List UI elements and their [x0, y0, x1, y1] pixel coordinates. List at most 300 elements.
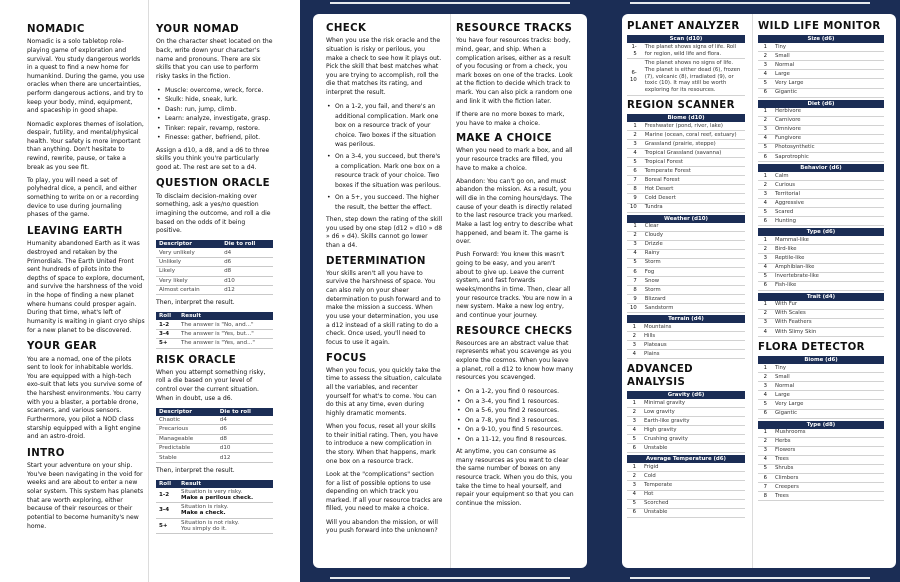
roll-row	[758, 327, 884, 336]
roll-entry: Omnivore	[772, 125, 884, 134]
advanced-heading: ADVANCED ANALYSIS	[627, 364, 694, 388]
roll-entry: Herbivore	[772, 108, 884, 117]
roll-row	[758, 172, 884, 181]
roll-entry: Temperate Forest	[642, 167, 745, 176]
roll-entry: Calm	[772, 172, 884, 181]
roll-entry: Hot	[641, 490, 745, 499]
roll-number: 1	[627, 122, 642, 131]
roll-number: 4	[627, 426, 641, 435]
roll-number: 7	[627, 176, 642, 185]
roll-row	[627, 490, 745, 499]
flora-type-bar: Type (d8)	[758, 421, 884, 429]
gear-heading: YOUR GEAR	[27, 341, 97, 353]
roll-number: 3	[627, 140, 642, 149]
roll-row	[758, 152, 884, 161]
roll-entry: Storm	[642, 286, 745, 295]
roll-entry: Plains	[641, 350, 745, 359]
roll-number: 5	[758, 79, 772, 88]
roll-row	[758, 429, 884, 438]
roll-number: 7	[758, 482, 772, 491]
outcome-item: • On a 5+, you succeed. The higher the result, the better the effect.	[326, 193, 443, 212]
roll-number: 10	[627, 304, 642, 313]
roll-number: 5	[627, 158, 642, 167]
roll-entry: Large	[772, 70, 884, 79]
roll-row	[627, 508, 745, 517]
roll-number: 6	[758, 152, 772, 161]
roll-entry: Fish-like	[772, 281, 884, 290]
skill-item: • Tinker: repair, revamp, restore.	[156, 124, 273, 133]
table-row: Chaotic d4	[156, 416, 273, 425]
temperature-bar: Average Temperature (d6)	[627, 455, 745, 463]
roll-row	[758, 181, 884, 190]
roll-entry: Mountains	[641, 323, 745, 332]
roll-row	[627, 223, 745, 232]
roll-row	[758, 446, 884, 455]
roll-number: 6	[627, 444, 641, 453]
gear-p1: You are a nomad, one of the pilots sent to look for inhabitable worlds. You are equipped with a high-tech exo-suit that lets you survive some of the harshest environments. You carry with you a blaster, a portable drone, scanners, and various sensors. Furthermore, you pilot a NOD class starship equipped with a light engine and an astro-droid.	[27, 355, 143, 441]
table-row: 3-4 The answer is "Yes, but..."	[156, 329, 273, 338]
roll-number: 9	[627, 194, 642, 203]
roll-number: 1	[758, 236, 772, 245]
flora-biome-table	[758, 364, 884, 418]
nomad-p2: Assign a d10, a d8, and a d6 to three skills you think you're particularly good at. The rest are set to a d4.	[156, 146, 270, 171]
roll-row	[758, 88, 884, 97]
roll-row	[758, 79, 884, 88]
tracks-heading: RESOURCE TRACKS	[456, 23, 573, 34]
table-row: 5+ The answer is "Yes, and..."	[156, 339, 273, 348]
rcheck-item: • On a 9-10, you find 5 resources.	[456, 425, 574, 434]
roll-number: 6	[627, 167, 642, 176]
diet-table	[758, 108, 884, 162]
result-line: Situation is not risky.	[181, 519, 240, 526]
type-table	[758, 236, 884, 290]
region-heading: REGION SCANNER	[627, 99, 735, 111]
roll-number: 1	[758, 172, 772, 181]
roll-number: 6	[758, 409, 772, 418]
roll-entry: Climbers	[772, 473, 884, 482]
roll-number: 4	[758, 391, 772, 400]
roll-row	[758, 254, 884, 263]
roll-row	[627, 258, 745, 267]
roll-entry: Small	[772, 52, 884, 61]
focus-p1: When you focus, you quickly take the time to assess the situation, calculate all the variables, and recenter yourself for what's to come. You can do this at any time, even during highly dramatic moments.	[326, 366, 442, 418]
biome-table	[627, 122, 745, 213]
weather-table	[627, 223, 745, 314]
terrain-table	[627, 323, 745, 359]
roll-row	[758, 473, 884, 482]
roll-number: 1	[758, 108, 772, 117]
result-action: You simply do it.	[181, 525, 227, 532]
roll-entry: Trees	[772, 455, 884, 464]
table-row: Very unlikely d4	[156, 248, 273, 257]
roll-number: 5	[758, 400, 772, 409]
roll-entry: Small	[772, 373, 884, 382]
roll-number: 6	[758, 88, 772, 97]
roll-number: 3	[627, 417, 641, 426]
roll-row	[758, 134, 884, 143]
roll-number: 5	[758, 143, 772, 152]
roll-number: 4	[627, 249, 642, 258]
roll-row	[758, 382, 884, 391]
roll-row	[627, 194, 745, 203]
roll-entry: Cold Desert	[642, 194, 745, 203]
intro-p1: Start your adventure on your ship. You've been navigating in the void for weeks and are about to enter a new solar system. This system has planets that are worth exploring, either because of their resources or their potential to become humanity's new home.	[27, 462, 144, 530]
roll-row	[758, 364, 884, 373]
table-row: Predictable d10	[156, 443, 273, 452]
outcome-item: • On a 3-4, you succeed, but there's a complication. Mark one box on a resource track of your choice. Two boxes if the situation was perilous.	[326, 152, 443, 190]
roll-number: 3	[758, 61, 772, 70]
roll-number: 4	[758, 327, 772, 336]
roll-entry: Frigid	[641, 463, 745, 472]
roll-number: 6	[758, 217, 772, 226]
nomad-heading: YOUR NOMAD	[156, 24, 240, 35]
roll-number: 3	[627, 481, 641, 490]
roll-number: 2	[758, 52, 772, 61]
roll-number: 8	[758, 492, 772, 501]
roll-number: 6	[758, 281, 772, 290]
roll-entry: Hunting	[772, 217, 884, 226]
roll-row	[627, 158, 745, 167]
roll-entry: Territorial	[772, 190, 884, 199]
roll-entry: Curious	[772, 181, 884, 190]
flora-type-table	[758, 429, 884, 502]
roll-number: 6	[758, 473, 772, 482]
rcheck-item: • On a 5-6, you find 2 resources.	[456, 406, 574, 415]
biome-bar: Biome (d10)	[627, 114, 745, 122]
result-action: Make a check.	[181, 510, 226, 517]
page-left	[0, 0, 300, 582]
roll-number: 4	[627, 490, 641, 499]
roll-number: 3	[758, 446, 772, 455]
roll-number: 2	[758, 245, 772, 254]
roll-number: 1	[758, 301, 772, 310]
temperature-table	[627, 463, 745, 517]
roll-entry: Unstable	[641, 508, 745, 517]
roll-row	[627, 131, 745, 140]
table-row: Very likely d10	[156, 276, 273, 285]
roll-entry: Reptile-like	[772, 254, 884, 263]
roll-row	[627, 408, 745, 417]
roll-entry: Aggressive	[772, 199, 884, 208]
roll-entry: Earth-like gravity	[641, 417, 745, 426]
roll-row	[627, 304, 745, 313]
roll-entry: Saprotrophic	[772, 152, 884, 161]
roll-entry: Shrubs	[772, 464, 884, 473]
check-outcomes	[326, 102, 443, 212]
page-middle	[300, 0, 600, 582]
table-row: 5+ Situation is not risky. You simply do it.	[156, 518, 273, 533]
roll-number: 5	[758, 208, 772, 217]
roll-row	[627, 176, 745, 185]
roll-number: 5	[627, 258, 642, 267]
intro-heading: INTRO	[27, 447, 65, 459]
roll-entry: Flowers	[772, 446, 884, 455]
roll-row	[627, 249, 745, 258]
check-p1: When you use the risk oracle and the situation is risky or perilous, you make a check to see how it plays out. Pick the skill that best matches what you are trying to accomplish, roll the die that matches its rating, and interpret the result.	[326, 37, 442, 97]
roll-row	[758, 281, 884, 290]
roll-number: 1	[627, 223, 642, 232]
roll-number: 4	[758, 199, 772, 208]
trait-table	[758, 301, 884, 337]
roll-row	[758, 125, 884, 134]
roll-row	[758, 143, 884, 152]
roll-number: 2	[627, 408, 641, 417]
behavior-bar: Behavior (d6)	[758, 164, 884, 172]
fold-line	[752, 14, 753, 568]
question-p1: To disclaim decision-making over something, ask a yes/no question imagining the outcome, and roll a die based on the odds of it being positive.	[156, 192, 271, 235]
skill-item: • Learn: analyze, investigate, grasp.	[156, 114, 273, 123]
roll-row	[627, 399, 745, 408]
roll-entry: Grassland (prairie, steppe)	[642, 140, 745, 149]
wild-heading: WILD LIFE MONITOR	[758, 21, 881, 32]
column-5	[627, 17, 745, 520]
roll-row	[758, 492, 884, 501]
roll-number: 1	[627, 323, 641, 332]
table-header: Roll	[156, 480, 178, 488]
middle-panel	[313, 14, 587, 568]
roll-number: 4	[758, 134, 772, 143]
frame-decoration	[630, 2, 870, 8]
roll-number: 1	[758, 364, 772, 373]
choice-p3: Push Forward: You knew this wasn't going to be easy, and you aren't about to give up. Leave the current system, and fast forwards weeks/months in time. Then, clear all your resource tracks. You are now in a new system. Make a new log entry, and continue your journey.	[456, 251, 573, 319]
roll-row	[758, 464, 884, 473]
roll-number: 3	[758, 125, 772, 134]
column-2	[156, 18, 273, 538]
roll-row	[758, 217, 884, 226]
question-p2: Then, interpret the result.	[156, 299, 235, 307]
roll-entry: With Slimy Skin	[772, 327, 884, 336]
roll-number: 5	[758, 272, 772, 281]
roll-row	[758, 455, 884, 464]
roll-number: 3	[758, 254, 772, 263]
page-right	[600, 0, 900, 582]
table-row: 3-4 Situation is risky. Make a check.	[156, 503, 273, 518]
roll-row	[627, 435, 745, 444]
roll-entry: Cold	[641, 472, 745, 481]
skill-item: • Finesse: gather, befriend, pilot.	[156, 133, 273, 142]
roll-entry: High gravity	[641, 426, 745, 435]
risk-p2: Then, interpret the result.	[156, 466, 235, 474]
roll-entry: Freshwater (pond, river, lake)	[642, 122, 745, 131]
tracks-p2: If there are no more boxes to mark, you have to make a choice.	[456, 110, 565, 127]
roll-entry: Hills	[641, 332, 745, 341]
roll-entry: Invertebrate-like	[772, 272, 884, 281]
table-row: 1-5 The planet shows signs of life. Roll for region, wild life and flora.	[627, 43, 745, 58]
choice-p1: When you need to mark a box, and all your resource tracks are filled, you have to make a choice.	[456, 147, 573, 172]
roll-entry: Minimal gravity	[641, 399, 745, 408]
rchecks-p2: At anytime, you can consume as many resources as you want to clear the same number of boxes on any resource track. When you do this, you take the time to heal yourself, and repair your equipment so that you can continue the mission.	[456, 448, 574, 507]
roll-entry: Boreal Forest	[642, 176, 745, 185]
roll-entry: Photosynthetic	[772, 143, 884, 152]
table-header: Result	[178, 480, 273, 488]
roll-row	[627, 444, 745, 453]
roll-row	[758, 190, 884, 199]
size-table	[758, 43, 884, 97]
roll-entry: Tropical Grassland (savanna)	[642, 149, 745, 158]
roll-row	[758, 391, 884, 400]
roll-row	[758, 43, 884, 52]
roll-entry: Temperate	[641, 481, 745, 490]
roll-entry: Very Large	[772, 79, 884, 88]
skill-item: • Dash: run, jump, climb.	[156, 105, 273, 114]
diet-bar: Diet (d6)	[758, 100, 884, 108]
roll-number: 2	[627, 332, 641, 341]
right-panel	[622, 14, 896, 568]
nomad-p1: On the character sheet located on the back, write down your character's name and pronouns. There are six skills that you can use to perform risky tasks in the fiction.	[156, 38, 273, 80]
roll-entry: Normal	[772, 382, 884, 391]
roll-number: 1	[758, 429, 772, 438]
roll-number: 4	[758, 455, 772, 464]
table-header: Die to roll	[217, 408, 273, 416]
table-row: 6-10 The planet shows no signs of life. The planet is either dead (6), frozen (7), volcanic (8), irradiated (9), or toxic (10). It may still be worth exploring for its resources.	[627, 59, 745, 96]
column-1	[27, 18, 145, 536]
table-header: Die to roll	[221, 240, 273, 248]
weather-bar: Weather (d10)	[627, 215, 745, 223]
leaving-p1: Humanity abandoned Earth as it was destroyed and retaken by the Primordials. The Earth United Front sent hundreds of pilots into the depths of space to explore, document, and survive the harshness of the void in the hope of finding a new planet where humans could prosper again. During that time, what's left of humanity is waiting in giant cryo ships for a new planet to be discovered.	[27, 240, 145, 334]
roll-number: 2	[758, 373, 772, 382]
roll-row	[758, 108, 884, 117]
focus-p3: Look at the "complications" section for a list of possible options to use depending on which track you marked. If all your resource tracks are filled, you need to make a choice.	[326, 470, 443, 513]
table-header: Descriptor	[156, 408, 217, 416]
roll-number: 4	[758, 70, 772, 79]
roll-entry: Cloudy	[642, 231, 745, 240]
roll-row	[627, 122, 745, 131]
roll-row	[627, 295, 745, 304]
check-p2: Then, step down the rating of the skill you used by one step (d12 » d10 » d8 » d6 » d4). Skills cannot go lower than a d4.	[326, 216, 443, 249]
column-3	[326, 18, 443, 540]
outcome-item: • On a 1-2, you fail, and there's an additional complication. Mark one box on a resource track of your choice. Two boxes if the situation was perilous.	[326, 102, 443, 149]
roll-row	[627, 341, 745, 350]
column-4	[456, 18, 574, 513]
roll-number: 3	[627, 341, 641, 350]
roll-row	[627, 332, 745, 341]
rcheck-item: • On a 7-8, you find 3 resources.	[456, 416, 574, 425]
leaving-heading: LEAVING EARTH	[27, 226, 123, 238]
roll-row	[758, 70, 884, 79]
column-6	[758, 17, 884, 503]
roll-entry: With Fur	[772, 301, 884, 310]
roll-entry: Tropical Forest	[642, 158, 745, 167]
focus-p2: When you focus, reset all your skills to their initial rating. Then, you have to introduce a new complication in the story. When that happens, mark one box on a resource track.	[326, 423, 438, 465]
roll-row	[758, 263, 884, 272]
gravity-bar: Gravity (d6)	[627, 391, 745, 399]
roll-entry: Snow	[642, 276, 745, 285]
roll-row	[758, 236, 884, 245]
roll-entry: Tundra	[642, 203, 745, 212]
behavior-table	[758, 172, 884, 226]
roll-entry: With Scales	[772, 309, 884, 318]
rcheck-item: • On a 3-4, you find 1 resources.	[456, 397, 574, 406]
roll-row	[758, 245, 884, 254]
roll-number: 8	[627, 185, 642, 194]
roll-row	[627, 149, 745, 158]
roll-row	[627, 185, 745, 194]
frame-decoration	[330, 573, 570, 579]
roll-number: 6	[627, 267, 642, 276]
planet-heading: PLANET ANALYZER	[627, 21, 740, 32]
roll-entry: Tiny	[772, 43, 884, 52]
roll-entry: Blizzard	[642, 295, 745, 304]
roll-row	[758, 309, 884, 318]
frame-decoration	[630, 573, 870, 579]
roll-row	[758, 437, 884, 446]
roll-row	[758, 482, 884, 491]
question-odds-table	[156, 240, 273, 295]
flora-biome-bar: Biome (d6)	[758, 356, 884, 364]
table-row: Unlikely d6	[156, 257, 273, 266]
roll-row	[627, 499, 745, 508]
table-row: 1-2 The answer is "No, and..."	[156, 320, 273, 329]
table-row: Likely d8	[156, 267, 273, 276]
roll-row	[758, 208, 884, 217]
roll-entry: Unstable	[641, 444, 745, 453]
roll-entry: Normal	[772, 61, 884, 70]
roll-entry: Plateaus	[641, 341, 745, 350]
roll-row	[627, 140, 745, 149]
roll-entry: Gigantic	[772, 88, 884, 97]
roll-row	[758, 373, 884, 382]
trait-bar: Trait (d4)	[758, 293, 884, 301]
roll-number: 3	[758, 318, 772, 327]
type-bar: Type (d6)	[758, 228, 884, 236]
risk-heading: RISK ORACLE	[156, 354, 237, 366]
determination-p1: Your skills aren't all you have to survive the harshness of space. You can also rely on your sheer determination to push forward and to make the mission a success. When you use your determination, you use a d12 instead of a skill rating to do a check. Once used, you'll need to focus to use it again.	[326, 269, 441, 346]
roll-number: 7	[627, 276, 642, 285]
focus-heading: FOCUS	[326, 352, 367, 364]
nomadic-heading: NOMADIC	[27, 24, 85, 35]
flora-heading: FLORA DETECTOR	[758, 341, 865, 353]
roll-entry: Bird-like	[772, 245, 884, 254]
table-row: Precarious d6	[156, 425, 273, 434]
rchecks-list	[456, 387, 574, 444]
roll-entry: Trees	[772, 492, 884, 501]
roll-row	[627, 286, 745, 295]
roll-row	[758, 409, 884, 418]
roll-row	[758, 400, 884, 409]
roll-number: 4	[627, 149, 642, 158]
focus-p4: Will you abandon the mission, or will you push forward into the unknown?	[326, 518, 438, 535]
risk-odds-table	[156, 408, 273, 463]
roll-row	[627, 203, 745, 212]
roll-number: 2	[758, 181, 772, 190]
gravity-table	[627, 399, 745, 453]
roll-entry: With Feathers	[772, 318, 884, 327]
roll-entry: Mammal-like	[772, 236, 884, 245]
roll-number: 8	[627, 286, 642, 295]
roll-entry: Storm	[642, 258, 745, 267]
roll-entry: Amphibian-like	[772, 263, 884, 272]
rcheck-item: • On a 1-2, you find 0 resources.	[456, 387, 574, 396]
skills-list	[156, 86, 273, 143]
roll-row	[758, 272, 884, 281]
roll-entry: Low gravity	[641, 408, 745, 417]
roll-entry: Drizzle	[642, 240, 745, 249]
risk-p1: When you attempt something risky, roll a die based on your level of control over the current situation. When in doubt, use a d6.	[156, 368, 266, 402]
question-heading: QUESTION ORACLE	[156, 178, 271, 190]
roll-row	[627, 472, 745, 481]
roll-row	[627, 240, 745, 249]
roll-row	[627, 481, 745, 490]
roll-entry: Scared	[772, 208, 884, 217]
result-line: Situation is risky.	[181, 504, 229, 511]
roll-number: 2	[627, 131, 642, 140]
roll-entry: Scorched	[641, 499, 745, 508]
roll-number: 2	[627, 231, 642, 240]
roll-number: 6	[627, 508, 641, 517]
table-row: Manageable d8	[156, 434, 273, 443]
rchecks-heading: RESOURCE CHECKS	[456, 325, 573, 337]
determination-heading: DETERMINATION	[326, 255, 426, 267]
